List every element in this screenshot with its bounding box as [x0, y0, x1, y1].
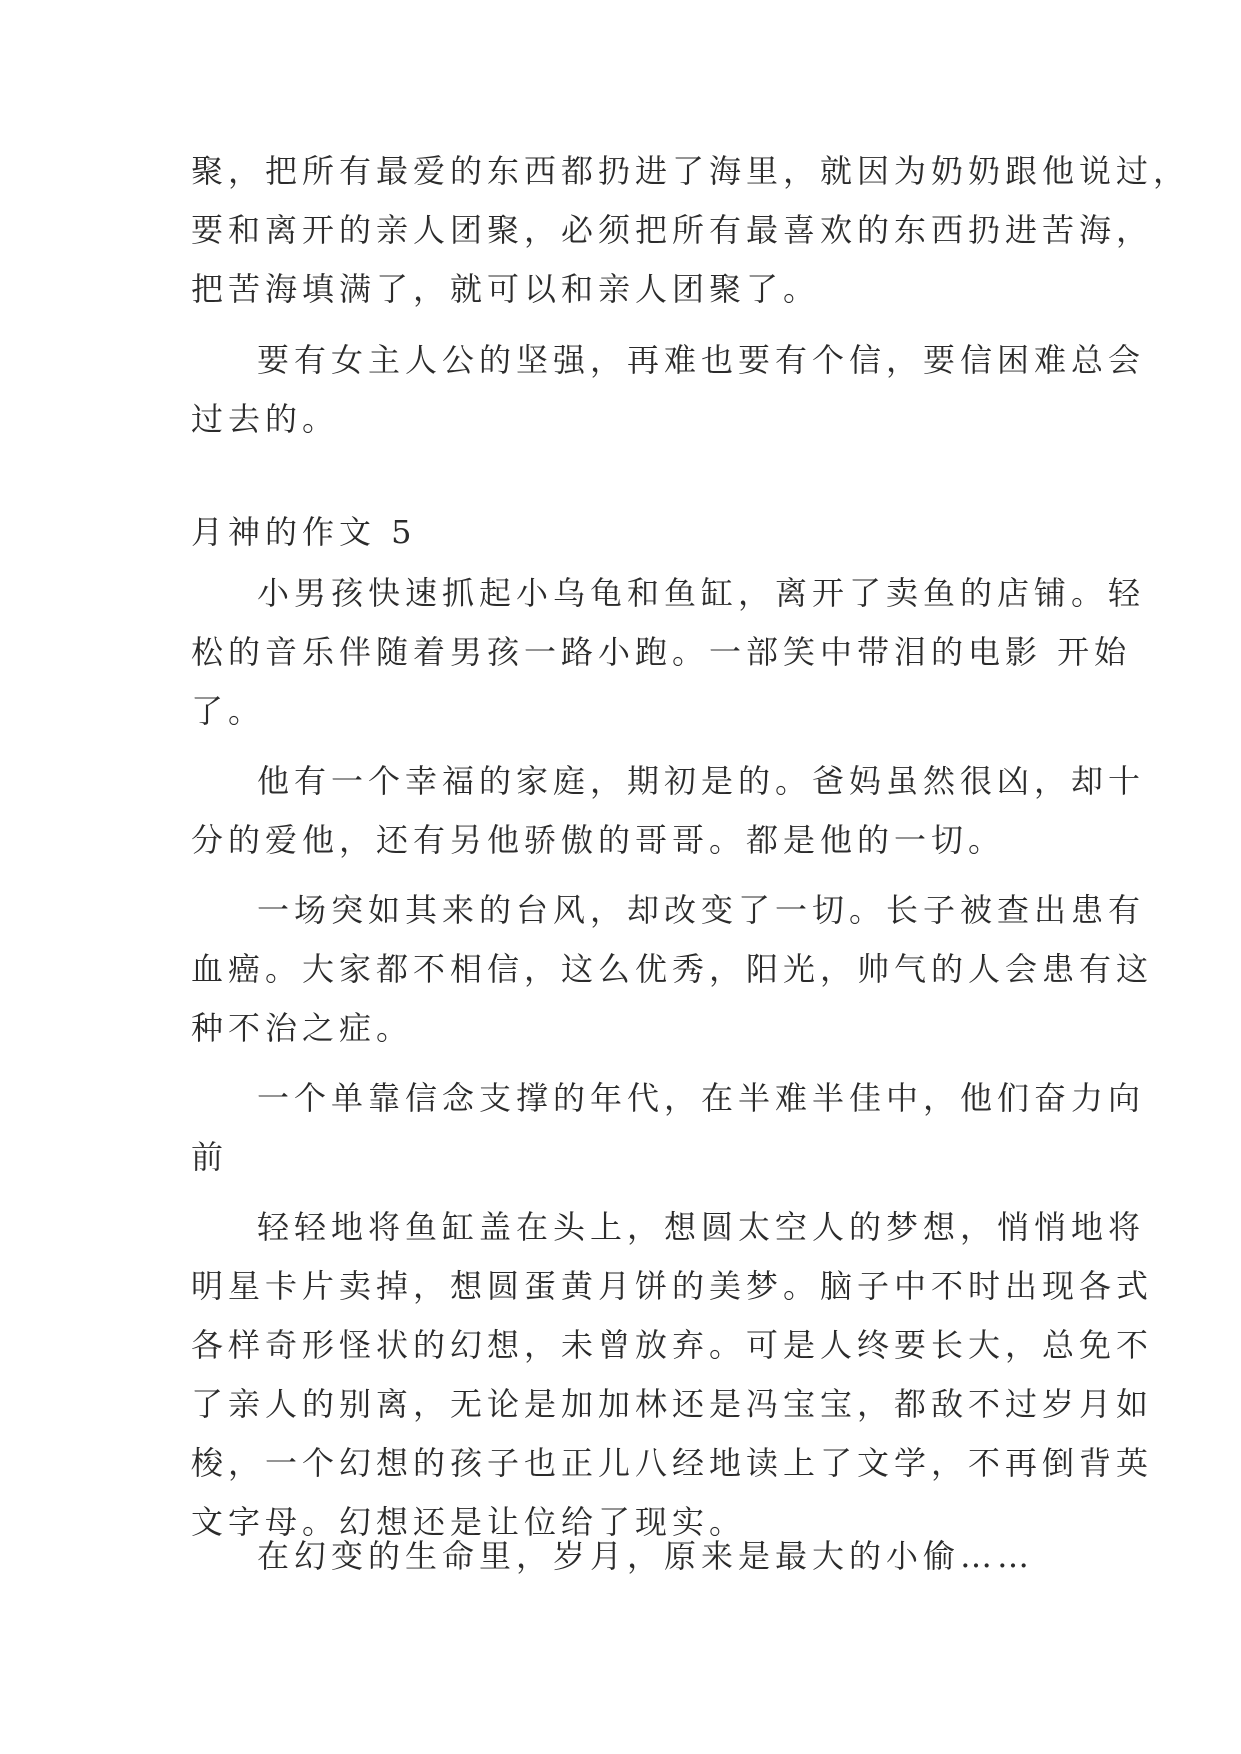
paragraph-7: [191, 1198, 1154, 1552]
paragraph-line: 小男孩快速抓起小乌龟和鱼缸，离开了卖鱼的店铺。轻: [257, 574, 1146, 612]
paragraph-8: [191, 1527, 1071, 1586]
paragraph-line: 一个单靠信念支撑的年代，在半难半佳中，他们奋力向: [257, 1079, 1146, 1117]
paragraph-line: 各样奇形怪状的幻想，未曾放弃。可是人终要长大，总免不: [191, 1326, 1154, 1364]
paragraph-2: [191, 331, 1146, 449]
paragraph-line: 文字母。幻想还是让位给了现实。: [191, 1503, 747, 1541]
paragraph-4: [191, 752, 1146, 870]
paragraph-line: 一场突如其来的台风，却改变了一切。长子被查出患有: [257, 891, 1146, 929]
paragraph-5: [191, 881, 1154, 1058]
paragraph-3: [191, 564, 1146, 741]
paragraph-line: 把苦海填满了，就可以和亲人团聚了。: [191, 270, 821, 308]
paragraph-line: 在幻变的生命里，岁月，原来是最大的小偷……: [257, 1537, 1035, 1575]
paragraph-line: 轻轻地将鱼缸盖在头上，想圆太空人的梦想，悄悄地将: [257, 1208, 1146, 1246]
section-title: [191, 503, 1071, 562]
paragraph-line: 明星卡片卖掉，想圆蛋黄月饼的美梦。脑子中不时出现各式: [191, 1267, 1154, 1305]
paragraph-line: 前: [191, 1138, 229, 1176]
paragraph-1: [191, 142, 1191, 319]
paragraph-line: 了。: [191, 692, 266, 730]
paragraph-line: 他有一个幸福的家庭，期初是的。爸妈虽然很凶，却十: [257, 762, 1146, 800]
section-title-text: 月神的作文 5: [191, 513, 417, 551]
paragraph-line: 松的音乐伴随着男孩一路小跑。一部笑中带泪的电影 开始: [191, 633, 1132, 671]
paragraph-line: 过去的。: [191, 400, 340, 438]
paragraph-line: 分的爱他，还有另他骄傲的哥哥。都是他的一切。: [191, 821, 1006, 859]
paragraph-6: [191, 1069, 1146, 1187]
paragraph-line: 种不治之症。: [191, 1009, 414, 1047]
paragraph-line: 要有女主人公的坚强，再难也要有个信，要信困难总会: [257, 341, 1146, 379]
paragraph-line: 要和离开的亲人团聚，必须把所有最喜欢的东西扔进苦海，: [191, 211, 1154, 249]
paragraph-line: 聚，把所有最爱的东西都扔进了海里，就因为奶奶跟他说过，: [191, 152, 1191, 190]
paragraph-line: 梭，一个幻想的孩子也正儿八经地读上了文学，不再倒背英: [191, 1444, 1154, 1482]
paragraph-line: 了亲人的别离，无论是加加林还是冯宝宝，都敌不过岁月如: [191, 1385, 1154, 1423]
paragraph-line: 血癌。大家都不相信，这么优秀，阳光，帅气的人会患有这: [191, 950, 1154, 988]
